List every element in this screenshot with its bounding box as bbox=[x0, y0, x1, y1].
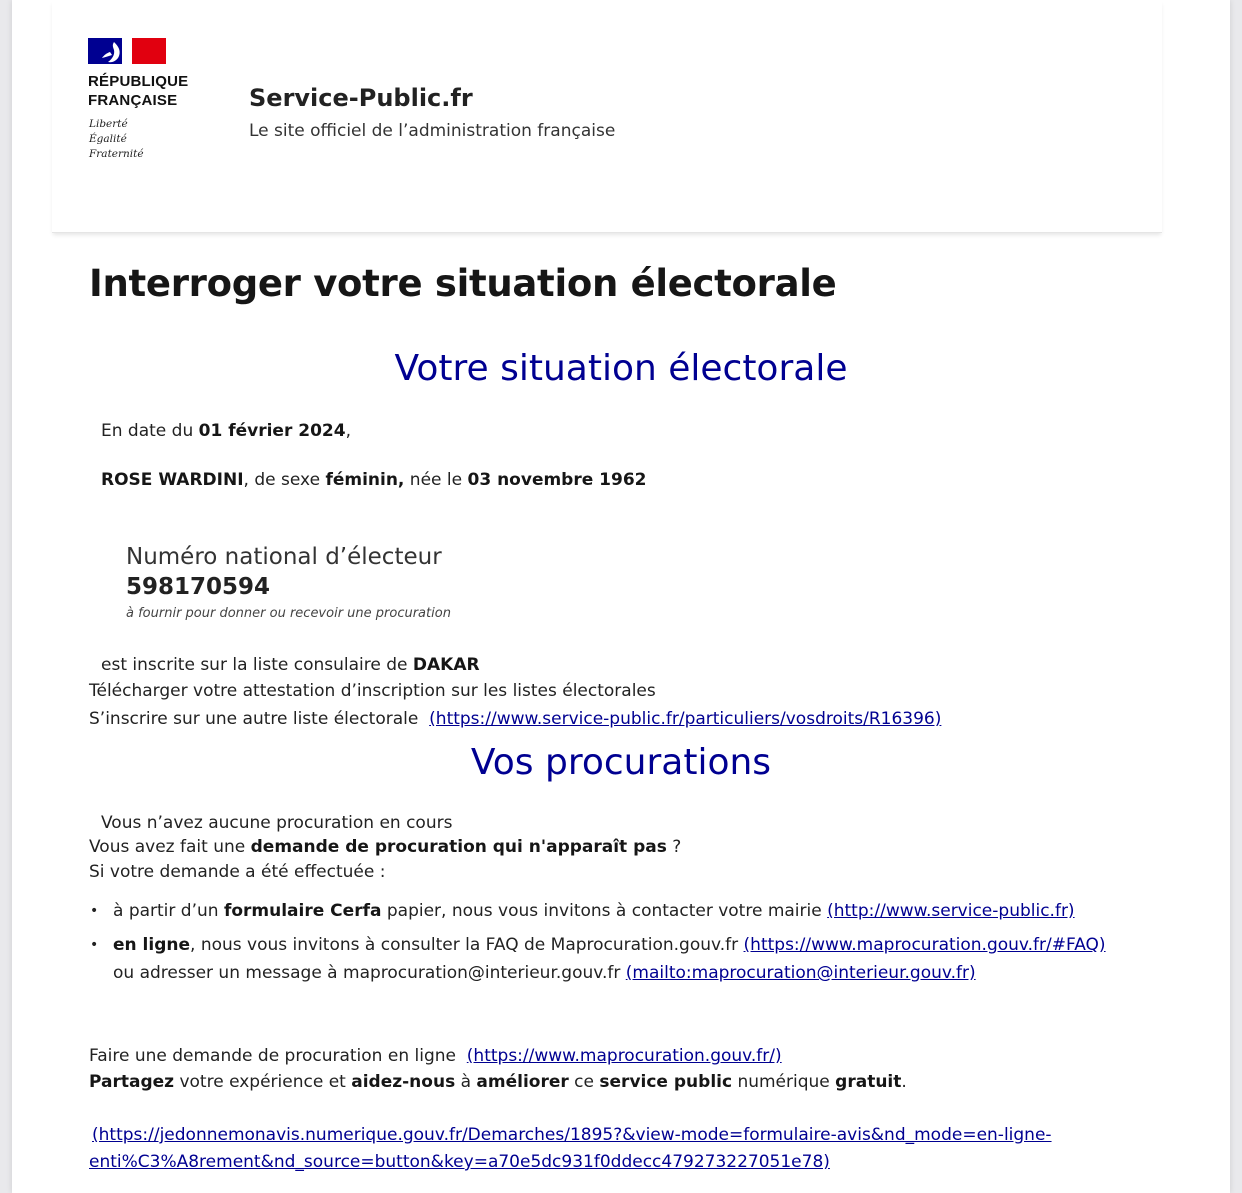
mairie-link[interactable]: (http://www.service-public.fr) bbox=[827, 901, 1075, 921]
motto bbox=[89, 117, 144, 162]
francaise-line: FRANÇAISE bbox=[88, 92, 178, 109]
bullet-cerfa: à partir d’un formulaire Cerfa papier, nous vous invitons à contacter votre mairie (http://www.service-public.fr) bbox=[113, 901, 1075, 921]
maprocuration-link[interactable]: (https://www.maprocuration.gouv.fr/) bbox=[466, 1046, 782, 1066]
voter-number-note: à fournir pour donner ou recevoir une procuration bbox=[126, 606, 451, 621]
republique-francaise-label bbox=[88, 72, 188, 110]
page-title: Interroger votre situation électorale bbox=[89, 262, 837, 305]
marianne-flag-icon bbox=[88, 38, 166, 64]
motto-fraternite: Fraternité bbox=[89, 148, 144, 160]
other-list-line: S’inscrire sur une autre liste électorale (https://www.service-public.fr/particuliers/vosdroits/R16396) bbox=[89, 709, 942, 729]
site-tagline: Le site officiel de l’administration française bbox=[249, 121, 616, 141]
motto-egalite: Égalité bbox=[89, 133, 127, 145]
bullet-dot-icon: • bbox=[90, 937, 99, 953]
identity-line: ROSE WARDINI, de sexe féminin, née le 03 novembre 1962 bbox=[101, 470, 647, 490]
online-request-line: Faire une demande de procuration en ligne (https://www.maprocuration.gouv.fr/) bbox=[89, 1046, 782, 1066]
voter-number-label: Numéro national d’électeur bbox=[126, 544, 442, 570]
date-line: En date du 01 février 2024, bbox=[101, 421, 351, 441]
no-procuration-text: Vous n’avez aucune procuration en cours bbox=[101, 813, 453, 833]
site-name[interactable]: Service-Public.fr bbox=[249, 84, 473, 112]
section-title-procurations: Vos procurations bbox=[470, 742, 772, 783]
share-experience-line: Partagez votre expérience et aidez-nous à améliorer ce service public numérique gratuit. bbox=[89, 1072, 907, 1092]
feedback-link-line1[interactable]: (https://jedonnemonavis.numerique.gouv.fr/Demarches/1895?&view-mode=formulaire-avis&nd_mode=en-ligne- bbox=[92, 1125, 1052, 1145]
list-line: est inscrite sur la liste consulaire de DAKAR bbox=[101, 655, 480, 675]
bullet-online: en ligne, nous vous invitons à consulter la FAQ de Maprocuration.gouv.fr (https://www.maprocuration.gouv.fr/#FAQ) bbox=[113, 935, 1106, 955]
bullet-online-line2: ou adresser un message à maprocuration@interieur.gouv.fr (mailto:maprocuration@interieur.gouv.fr) bbox=[113, 963, 976, 983]
feedback-link-line2[interactable]: enti%C3%A8rement&nd_source=button&key=a70e5dc931f0ddecc479273227051e78) bbox=[89, 1152, 830, 1172]
download-attestation-link[interactable]: Télécharger votre attestation d’inscription sur les listes électorales bbox=[89, 681, 656, 701]
mailto-link[interactable]: (mailto:maprocuration@interieur.gouv.fr) bbox=[625, 963, 976, 983]
other-list-link[interactable]: (https://www.service-public.fr/particuliers/vosdroits/R16396) bbox=[429, 709, 942, 729]
republique-line: RÉPUBLIQUE bbox=[88, 73, 189, 90]
bullet-dot-icon: • bbox=[90, 903, 99, 919]
if-request-text: Si votre demande a été effectuée : bbox=[89, 862, 386, 882]
section-title-situation: Votre situation électorale bbox=[394, 348, 848, 389]
site-header bbox=[52, 0, 1162, 233]
voter-number: 598170594 bbox=[126, 574, 271, 600]
motto-liberte: Liberté bbox=[89, 118, 128, 130]
request-line: Vous avez fait une demande de procuration qui n'apparaît pas ? bbox=[89, 837, 682, 857]
faq-link[interactable]: (https://www.maprocuration.gouv.fr/#FAQ) bbox=[743, 935, 1106, 955]
